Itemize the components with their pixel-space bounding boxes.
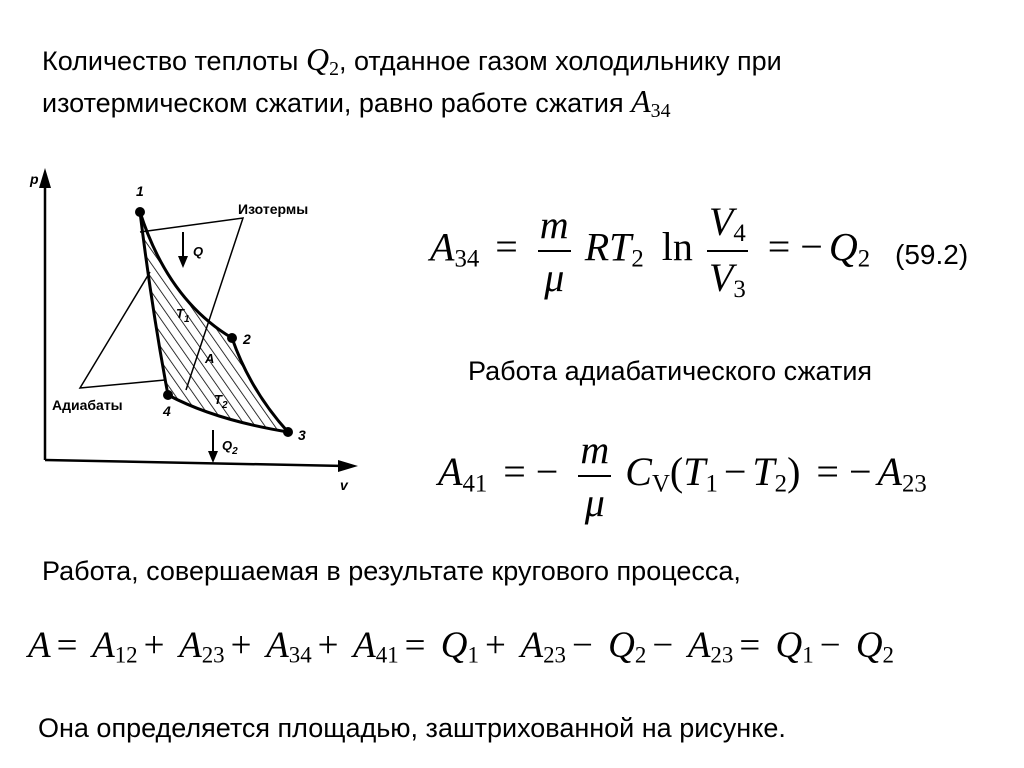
axis-p-label: p	[30, 171, 39, 187]
axis-v-label: v	[340, 477, 348, 493]
heat-in-label: Q	[193, 244, 204, 259]
t2-label: $T_2$	[214, 392, 228, 411]
area-label: A	[205, 351, 215, 366]
cycle-formula: $A = A_{12} + A_{23} + A_{34} + A_{41} = Q_1 + A_{23} - Q_2 - A_{23} = Q_1 - Q_2$	[28, 625, 895, 668]
pv-cycle-diagram	[0, 160, 380, 500]
point-3-label: 3	[298, 427, 306, 443]
heat-out-label: $Q_2$	[222, 438, 238, 457]
adiabatic-heading: Работа адиабатического сжатия	[468, 356, 873, 386]
intro-line-1: Количество теплоты $Q_2$, отданное газом холодильнику при	[42, 41, 782, 80]
point-3	[283, 427, 293, 437]
point-4	[163, 390, 173, 400]
heat-out-arrow-icon	[208, 451, 218, 463]
point-4-label: 4	[163, 403, 171, 419]
isotherms-label: Изотермы	[238, 201, 309, 217]
m-over-mu: $\frac{m}{\mu}$	[539, 202, 569, 301]
point-2-label: 2	[243, 331, 251, 347]
v-axis-arrow-icon	[338, 460, 358, 472]
intro-line-2: изотермическом сжатии, равно работе сжатия $A_{34}$	[42, 83, 671, 122]
v-axis	[45, 460, 345, 466]
m-over-mu-2: $\frac{m}{\mu}$	[580, 427, 610, 525]
conclusion: Она определяется площадью, заштрихованной на рисунке.	[38, 713, 786, 743]
point-2	[227, 333, 237, 343]
cycle-heading: Работа, совершаемая в результате кругового процесса,	[42, 556, 741, 586]
adiabats-label: Адиабаты	[52, 397, 123, 413]
formula-a41: $A_{41}$ = − $\frac{m}{\mu}$ $C_V(T_1 - T_2)$ = − $A_{23}$	[438, 427, 927, 525]
p-axis-arrow-icon	[39, 168, 51, 188]
q2-symbol: $Q_2$	[305, 41, 339, 80]
a34-symbol: $A_{34}$	[631, 83, 671, 122]
point-1	[135, 207, 145, 217]
formula-59-2: $A_{34}$ = $\frac{m}{\mu}$ $RT_2$ ln $\frac{V_4}{V_3}$ = − $Q_2$	[430, 199, 871, 304]
v4-over-v3: $\frac{V_4}{V_3}$	[708, 199, 746, 304]
heat-in-arrow-icon	[178, 256, 188, 268]
t1-label: $T_1$	[176, 306, 190, 325]
equation-number: (59.2)	[895, 239, 969, 270]
point-1-label: 1	[136, 183, 144, 199]
